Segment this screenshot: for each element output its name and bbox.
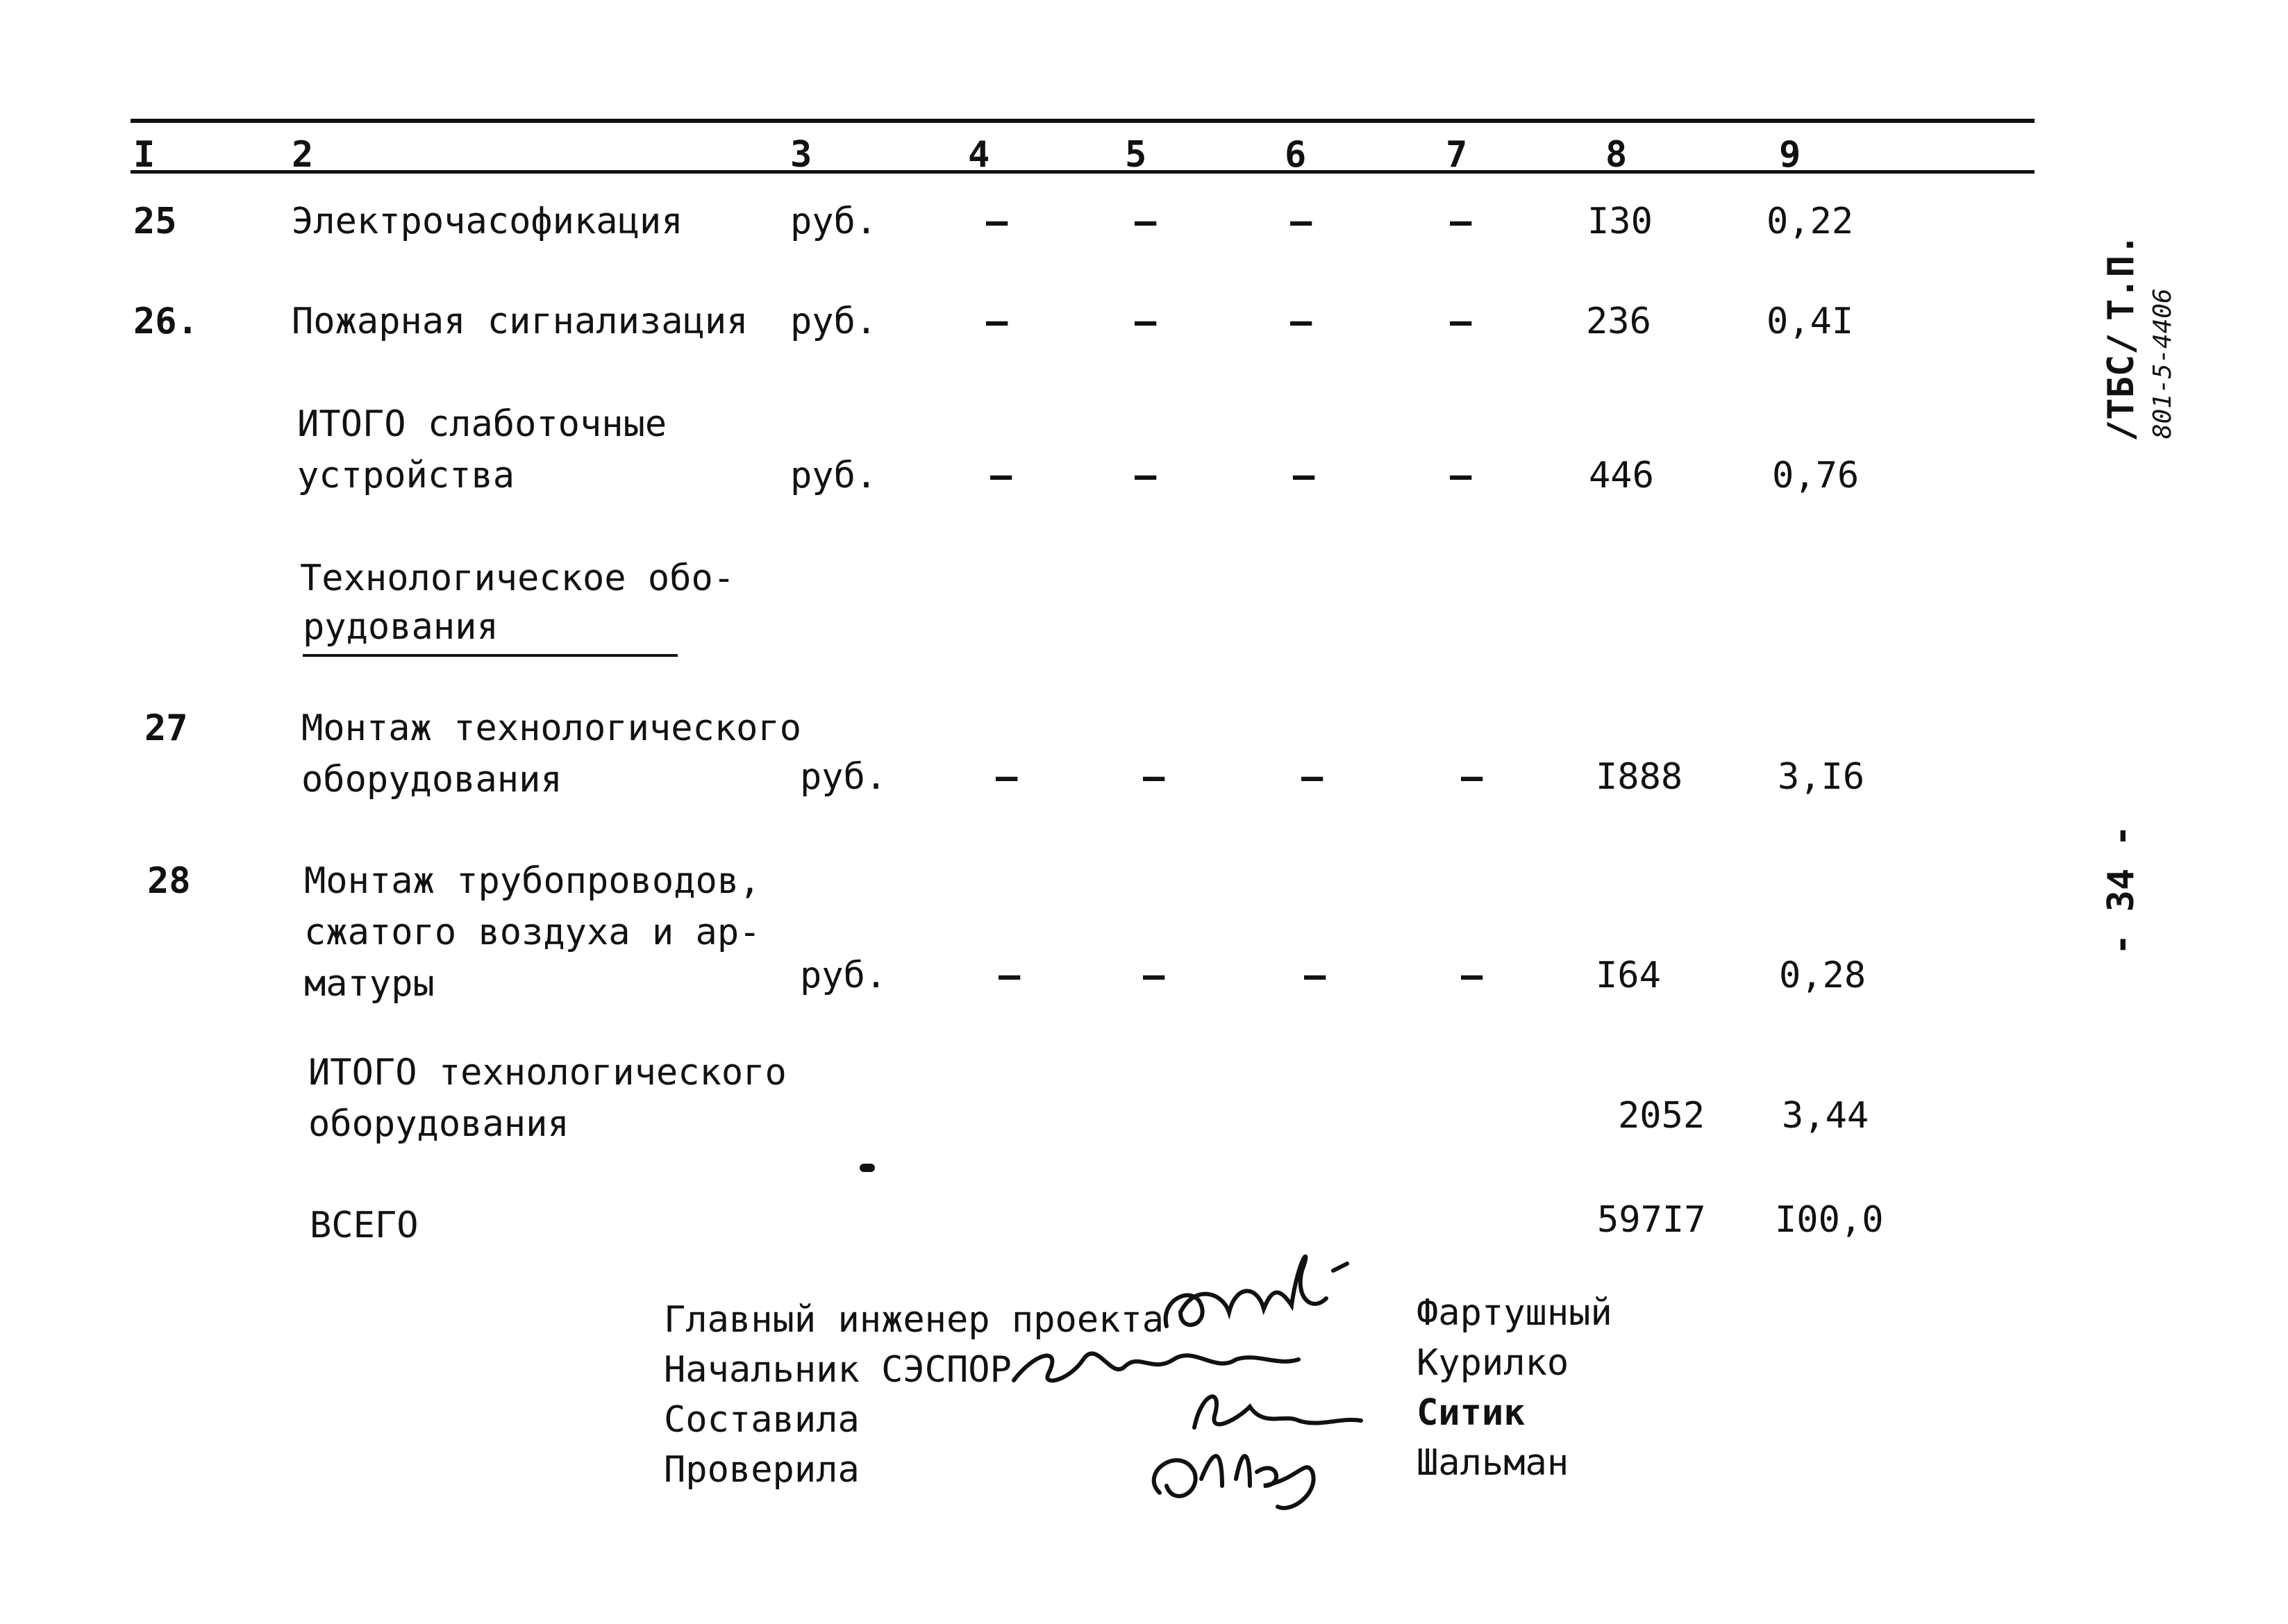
row-name: Пожарная сигнализация [292, 301, 749, 342]
page-number: - 34 - [2101, 825, 2142, 955]
row-col-6: – [1301, 756, 1323, 798]
row-col-6: – [1293, 455, 1315, 496]
row-col-7: – [1450, 301, 1472, 342]
row-col-5: – [1135, 201, 1157, 242]
row-col-4: – [986, 201, 1008, 242]
signature-role: Главный инженер проекта [664, 1299, 1164, 1341]
signature-role: Составила [664, 1399, 860, 1441]
row-col-7: – [1450, 201, 1472, 242]
row-col-8: 446 [1589, 455, 1654, 496]
row-col-6: – [1304, 955, 1326, 996]
row-col-5: – [1143, 955, 1165, 996]
signature-role: Проверила [664, 1449, 860, 1491]
row-col-4: – [999, 955, 1021, 996]
table-top-rule [131, 119, 2035, 123]
row-col-6: – [1290, 301, 1312, 342]
row-col-8: I888 [1596, 756, 1683, 798]
row-col-7: – [1450, 455, 1472, 496]
stamp-tbs: /ТБС/ [2101, 333, 2142, 442]
stamp-tp: Т.П. [2101, 233, 2142, 321]
row-col-9: 0,76 [1772, 455, 1860, 496]
ink-speck [860, 1164, 875, 1172]
row-col-6: – [1290, 201, 1312, 242]
handwritten-signature [1153, 1243, 1389, 1347]
signature-name: Ситик [1417, 1392, 1526, 1434]
section-title-continued: рудования [303, 601, 678, 657]
row-name: Монтаж трубопроводов, сжатого воздуха и ар- матуры [304, 860, 761, 1005]
row-col-5: – [1135, 301, 1157, 342]
header-col-2: 2 [292, 134, 314, 176]
row-name: ИТОГО технологического оборудования [308, 1052, 787, 1145]
row-number: 27 [144, 708, 188, 749]
row-col-9: 3,I6 [1778, 756, 1865, 798]
signature-name: Шальман [1417, 1442, 1569, 1484]
table-header-rule [131, 170, 2035, 174]
row-col-8: 236 [1586, 301, 1651, 342]
row-number: 26. [133, 301, 199, 342]
row-col-9: 0,4I [1767, 301, 1854, 342]
row-col-4: – [990, 455, 1012, 496]
header-col-3: 3 [790, 134, 812, 176]
row-name: ИТОГО слаботочные устройства [297, 403, 667, 496]
row-col-8: 597I7 [1597, 1199, 1706, 1241]
row-col-5: – [1143, 756, 1165, 798]
row-col-4: – [986, 301, 1008, 342]
row-number: 25 [133, 201, 177, 242]
row-col-9: 0,22 [1767, 201, 1854, 242]
signature-name: Курилко [1417, 1342, 1569, 1384]
section-title: Технологическое обо- [300, 558, 735, 599]
row-col-4: – [996, 756, 1018, 798]
header-col-6: 6 [1285, 134, 1307, 176]
row-col-9: 0,28 [1779, 955, 1867, 996]
row-col-5: – [1135, 455, 1157, 496]
row-unit: руб. [790, 455, 878, 496]
header-col-1: I [133, 134, 156, 176]
row-col-7: – [1461, 955, 1483, 996]
row-col-9: I00,0 [1775, 1199, 1884, 1241]
header-col-9: 9 [1779, 134, 1801, 176]
header-col-4: 4 [968, 134, 990, 176]
header-col-5: 5 [1125, 134, 1147, 176]
row-name: Монтаж технологического оборудования [301, 708, 802, 801]
row-col-8: 2052 [1618, 1095, 1705, 1137]
row-col-9: 3,44 [1782, 1095, 1869, 1137]
signature-name: Фартушный [1417, 1292, 1612, 1334]
row-number: 28 [147, 860, 191, 902]
signature-role: Начальник СЭСПОР [664, 1349, 1012, 1391]
row-col-7: – [1461, 756, 1483, 798]
row-unit: руб. [800, 756, 887, 798]
row-col-8: I64 [1596, 955, 1661, 996]
row-unit: руб. [800, 955, 887, 996]
row-name: Электрочасофикация [292, 201, 683, 242]
header-col-8: 8 [1605, 134, 1628, 176]
row-unit: руб. [790, 201, 878, 242]
row-unit: руб. [790, 301, 878, 342]
header-col-7: 7 [1446, 134, 1468, 176]
handwritten-signature [1139, 1430, 1361, 1521]
stamp-handwritten-code: 801-5-4406 [2148, 288, 2177, 439]
row-col-8: I30 [1587, 201, 1653, 242]
row-name: ВСЕГО [310, 1205, 419, 1246]
